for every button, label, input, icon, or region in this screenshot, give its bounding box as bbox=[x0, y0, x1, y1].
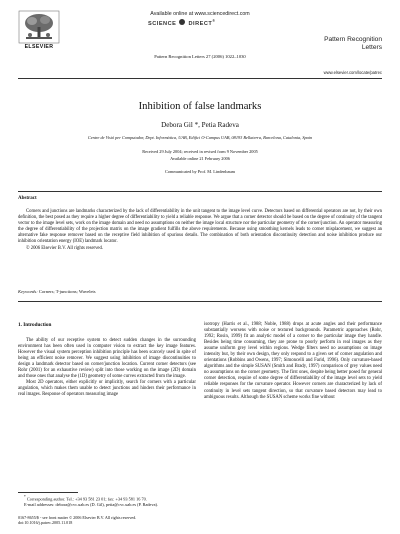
intro-heading: 1. Introduction bbox=[18, 322, 52, 328]
keywords-list: Corners; T-junctions; Wavelets bbox=[38, 289, 96, 294]
article-title: Inhibition of false landmarks bbox=[138, 101, 262, 112]
footnote bbox=[18, 495, 198, 508]
received-dates: Received 29 July 2004; received in revised form 9 November 2005 bbox=[142, 149, 258, 154]
sd-right: DIRECT bbox=[188, 20, 213, 27]
sd-sup: ® bbox=[212, 19, 216, 23]
keywords bbox=[18, 289, 96, 294]
footer bbox=[18, 515, 136, 525]
footer-issn: 0167-8655/$ - see front matter © 2006 Elsevier B.V. All rights reserved. bbox=[18, 515, 137, 520]
footnote-marker: * bbox=[24, 495, 26, 499]
sd-circle-icon bbox=[179, 19, 185, 25]
header-rule bbox=[18, 78, 382, 79]
abstract-body bbox=[18, 209, 382, 252]
footer-doi[interactable]: doi:10.1016/j.patrec.2005.11.018 bbox=[18, 520, 73, 526]
intro-paragraph-1: The ability of our receptive system to detect sudden changes in the surrounding environment has been often used in computer vision to extract the key image features. However the visual system perception inhibition principle has been scarcely used in spite of being an efficient noise remover. We suggest using inhibition of image discontinuities to design a landmark detector based on corner/junction location. Current corner detectors (see Rohr (2001) for an exhaustive review) split into those working on the image (2D) domain and those ones that analyse the (1D) geometry of some curves extracted from the image. bbox=[18, 338, 196, 380]
communicated-by: Communicated by Prof. M. Lindenbaum bbox=[165, 169, 235, 174]
available-online[interactable]: Available online at www.sciencedirect.com bbox=[150, 11, 250, 17]
footnote-contact: Corresponding author. Tel.: +34 93 581 23 01; fax: +34 93 581 16 70. bbox=[26, 496, 147, 502]
intro-paragraph-right: isotropy (Harris et al., 1988; Noble, 1988) drops at acute angles and their performance substantially worsens with noise or textured backgrounds. Parametric approaches (Rohr, 1992; Rosin, 1999) fit an analytic model of a corner to the particular image they handle. Besides being time consuming, they are prone to poorly perform in real images as they assume uniform grey level within regions. Wedge filters need no assumptions on image intensity but, by their own design, they only respond to a given set of corner angulation and orientations (Robbins and Owens, 1997; Simoncelli and Farid, 1996). Only curvature-based algorithms and the simple SUSAN (Smith and Brady, 1997) comparison of grey values need no assumptions on the corner geometry. The first ones, despite being better posed for general corner detection, require of some degree of differentiability of the image level sets to yield reliable responses for the curvature operator. However corners are characterized by lack of continuity in level sets tangent direction, so that curvature based detectors may lead to ambiguous results. Although the SUSAN scheme works fine without bbox=[204, 322, 382, 400]
journal-title bbox=[302, 36, 382, 51]
footnote-email[interactable]: E-mail addresses: debora@cvc.uab.es (D. Gil), petia@cvc.uab.es (P. Radeva). bbox=[24, 502, 159, 508]
abstract-rule-bottom bbox=[18, 301, 382, 302]
journal-title-line2: Letters bbox=[361, 43, 382, 51]
available-online-date: Available online 21 February 2006 bbox=[170, 156, 230, 161]
abstract-copyright: © 2006 Elsevier B.V. All rights reserved. bbox=[26, 245, 104, 251]
keywords-label: Keywords: bbox=[18, 289, 38, 294]
sciencedirect-logo bbox=[148, 19, 252, 29]
journal-url[interactable]: www.elsevier.com/locate/patrec bbox=[323, 70, 382, 75]
footnote-rule bbox=[18, 492, 78, 493]
sd-left: SCIENCE bbox=[148, 20, 177, 27]
left-column bbox=[18, 338, 196, 398]
article-authors: Debora Gil *, Petia Radeva bbox=[161, 121, 239, 129]
article-affiliation: Centre de Visió per Computador, Dept. Informàtica, UAB, Edifici O-Campus UAB, 08193 Bellaterra, Barcelona, Catalonia, Spain bbox=[87, 135, 313, 140]
abstract-text: Corners and junctions are landmarks characterized by the lack of differentiability in the unit tangent to the image level curve. Detectors based on differential operators are not, by their own definition, the best posed as they require a higher degree of differentiability to yield a reliable response. We argue that a corner detector should be based on the degree of continuity of the tangent vector to the image level sets, work on the image domain and need no assumptions on neither the image local structure nor the particular geometry of the corner/junction. An operator measuring the degree of differentiability of the projection matrix on the image gradient fulfills the above requirements. Because using smoothing kernels leads to corner misplacement, we suggest an alternative fake response remover based on the receptive field inhibition of spurious details. The combination of both orientation discontinuity detection and noise inhibition produce our inhibition orientation energy (IOE) landmark locator. bbox=[18, 209, 382, 245]
intro-paragraph-2: Most 2D operators, either explicitly or implicitly, search for corners with a particular angulation, which makes them unable to detect junctions and hinders their performance in real images. Response of operators measuring image bbox=[18, 380, 196, 398]
abstract-rule-top bbox=[18, 191, 382, 192]
right-column bbox=[204, 322, 382, 401]
journal-citation: Pattern Recognition Letters 27 (2006) 1022–1030 bbox=[154, 54, 246, 59]
footnote-line1 bbox=[18, 495, 198, 502]
journal-title-line1: Pattern Recognition bbox=[324, 36, 382, 43]
publisher-name: ELSEVIER bbox=[24, 44, 54, 50]
abstract-heading: Abstract bbox=[18, 196, 37, 201]
